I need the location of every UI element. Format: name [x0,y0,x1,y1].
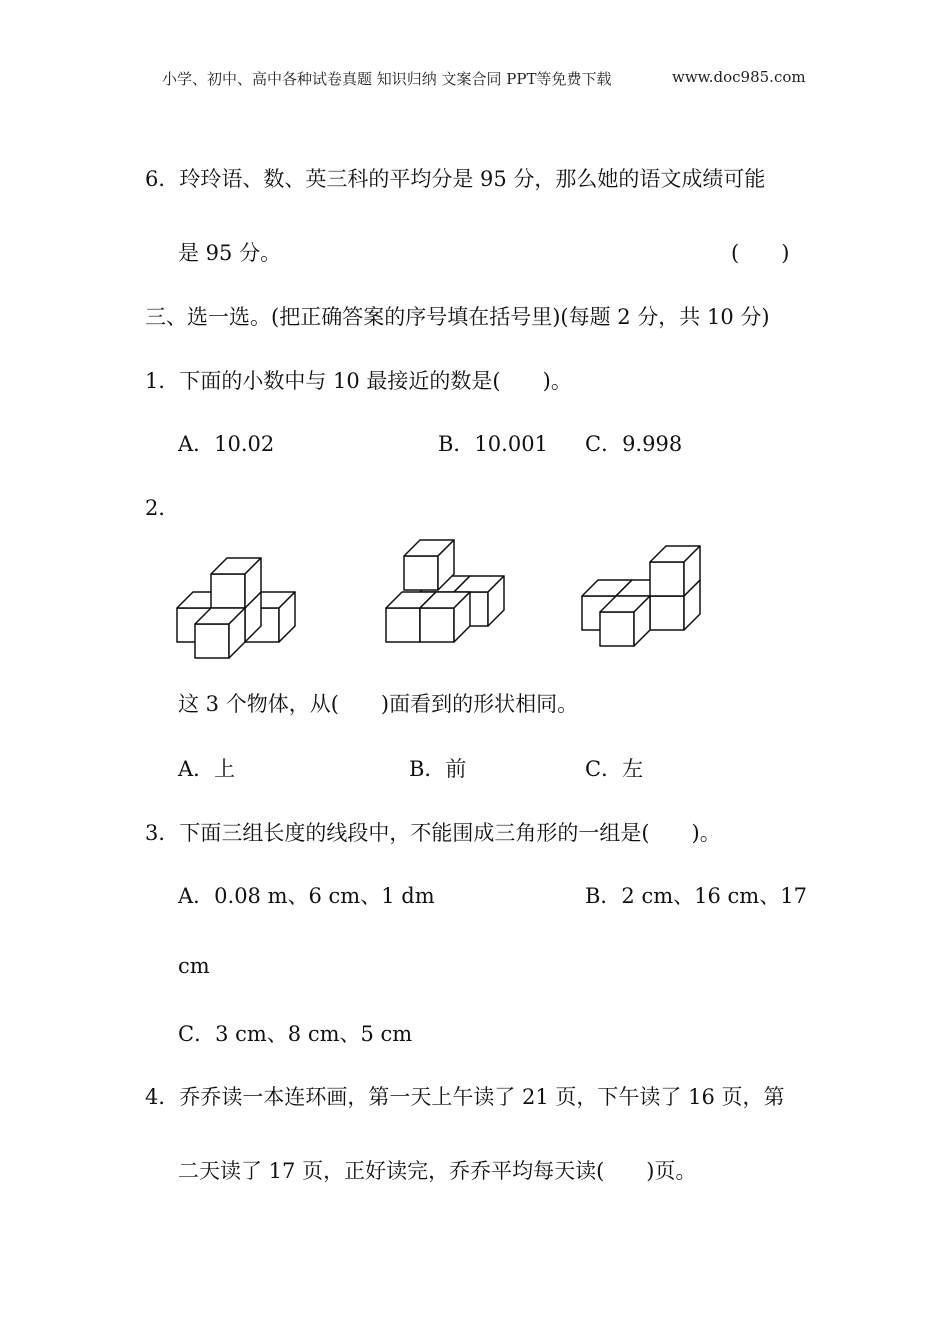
question-4-line2: 二天读了 17 页，正好读完，乔乔平均每天读( )页。 [178,1159,697,1183]
header-text: 小学、初中、高中各种试卷真题 知识归纳 文案合同 PPT等免费下载 [162,70,612,88]
cube-figure-1 [160,530,320,660]
question-1-stem: 1．下面的小数中与 10 最接近的数是( )。 [145,369,572,393]
question-3-option-a[interactable]: A．0.08 m、6 cm、1 dm [178,884,435,908]
question-3-option-b[interactable]: B．2 cm、16 cm、17 [585,884,807,908]
question-2-stem: 这 3 个物体，从( )面看到的形状相同。 [178,692,579,716]
question-3-option-c[interactable]: C．3 cm、8 cm、5 cm [178,1022,413,1046]
cube-figure-3 [568,532,718,662]
question-4-line1: 4．乔乔读一本连环画，第一天上午读了 21 页，下午读了 16 页，第 [145,1085,785,1109]
question-2-option-a[interactable]: A．上 [178,757,236,781]
question-1-option-a[interactable]: A．10.02 [178,432,275,456]
question-2-option-b[interactable]: B．前 [409,757,467,781]
question-2-number: 2． [145,496,180,520]
question-3-option-b-continued[interactable]: cm [178,954,210,978]
question-2-option-c[interactable]: C．左 [585,757,644,781]
header-url[interactable]: www.doc985.com [672,68,806,86]
tf-question-6-line2: 是 95 分。 [178,241,282,265]
section-3-title: 三、选一选。(把正确答案的序号填在括号里)(每题 2 分，共 10 分) [145,305,770,329]
tf-question-6-answer-bracket[interactable]: ( ) [731,241,790,265]
question-1-option-c[interactable]: C．9.998 [585,432,683,456]
question-1-option-b[interactable]: B．10.001 [438,432,548,456]
question-3-stem: 3．下面三组长度的线段中，不能围成三角形的一组是( )。 [145,821,721,845]
cube-figure-2 [370,530,510,660]
tf-question-6-line1: 6．玲玲语、数、英三科的平均分是 95 分，那么她的语文成绩可能 [145,167,766,191]
